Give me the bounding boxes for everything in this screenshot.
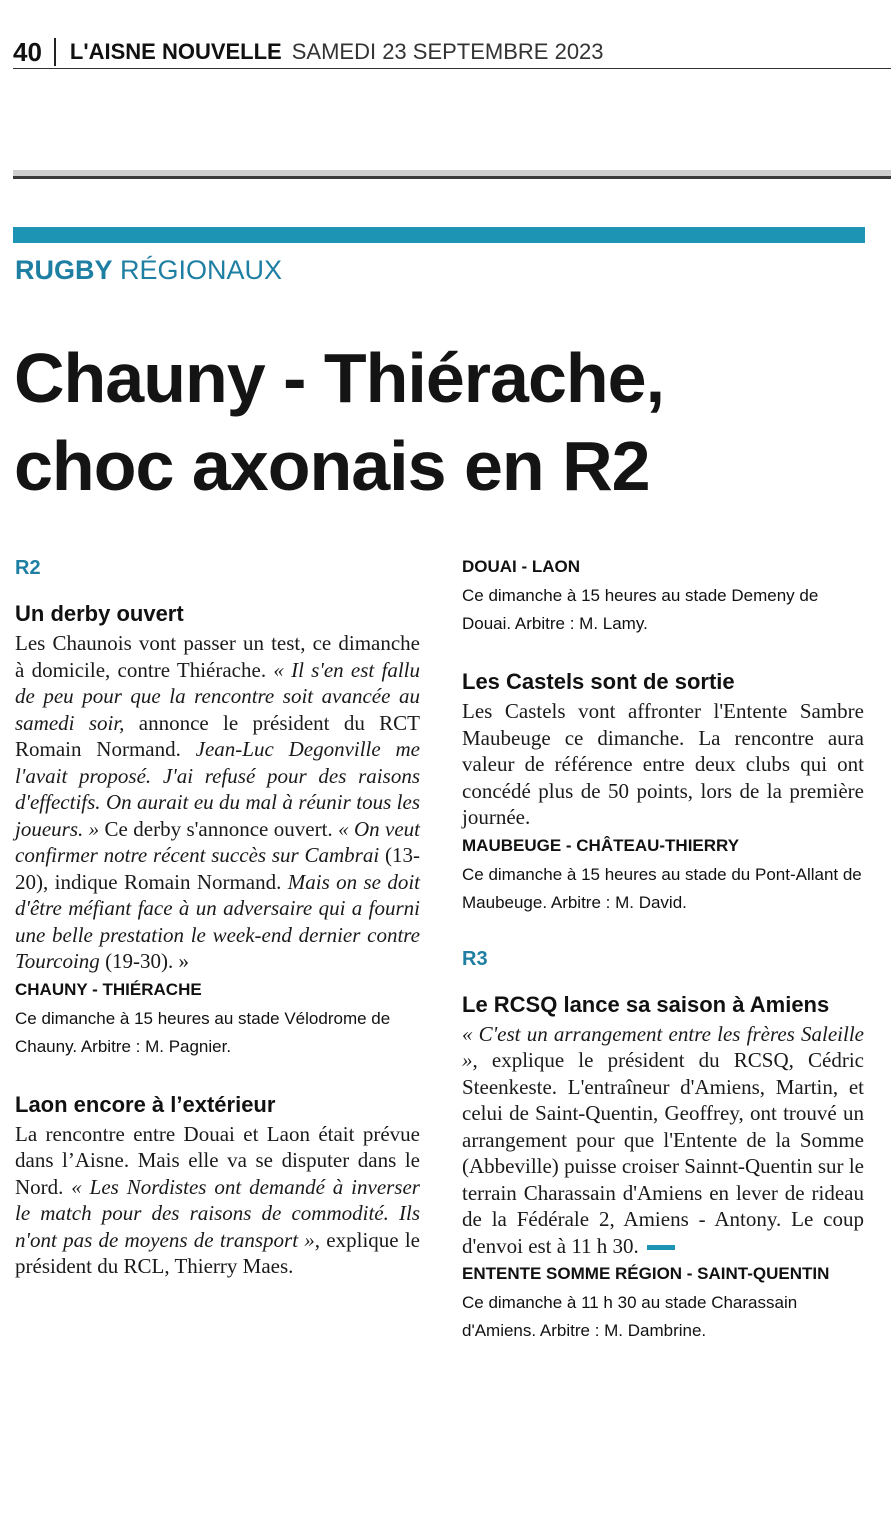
article-title-rcsq: Le RCSQ lance sa saison à Amiens [462, 991, 830, 1017]
article-body-laon [15, 1121, 420, 1280]
text-run: , explique le président du RCL, Thierry Maes. [15, 1227, 421, 1278]
rubric-sport: RUGBY [15, 255, 113, 285]
fixture-chauny-thierache: CHAUNY - THIÉRACHE [15, 979, 202, 999]
fixture-info-chauny: Ce dimanche à 15 heures au stade Vélodrome de Chauny. Arbitre : M. Pagnier. [15, 1008, 391, 1056]
rubric-category: RÉGIONAUX [120, 255, 283, 285]
left-column [15, 548, 420, 1280]
section-tag-r3: R3 [462, 947, 488, 970]
end-mark [647, 1245, 675, 1250]
headline-line-1: Chauny - Thiérache, [14, 339, 665, 417]
text-run: annonce le président du RCT Romain Normand. [15, 710, 420, 761]
divider-dark [13, 176, 891, 179]
quote-run: « C'est un arrangement entre les frères Saleille » [462, 1021, 864, 1072]
article-title-derby: Un derby ouvert [15, 601, 184, 626]
quote-run: Jean-Luc Degonville me l'avait proposé. J'ai refusé pour des raisons d'effectifs. On aurait eu du mal à réunir tous les joueurs. » [15, 737, 420, 841]
headline-line-2: choc axonais en R2 [14, 427, 650, 505]
quote-run: Mais on se doit d'être méfiant face à un adversaire qui a fourni une belle prestation le week-end dernier contre Tourcoing [15, 869, 420, 973]
text-run: , explique le président du RCSQ, Cédric Steenkeste. L'entraîneur d'Amiens, Martin, et celui de Saint-Quentin, Geoffrey, ont trouvé un arrangement pour que l'Entente de la Somme (Abbeville) puisse croiser Sainnt-Quentin sur le terrain Charassain d'Amiens en lever de rideau de la Fédérale 2, Amiens - Antony. Le coup d'envoi est à 11 h 30. [462, 1048, 864, 1258]
text-run: La rencontre entre Douai et Laon était prévue dans l’Aisne. Mais elle va se disputer dans le Nord. [15, 1121, 420, 1199]
section-bar [13, 227, 865, 243]
text-run: (13-20), indique Romain Normand. [15, 843, 420, 894]
newspaper-name: L'AISNE NOUVELLE [69, 39, 282, 64]
fixture-douai-laon: DOUAI - LAON [462, 557, 581, 576]
text-run: Les Chaunois vont passer un test, ce dimanche à domicile, contre Thiérache. [15, 631, 420, 682]
headline [14, 334, 874, 510]
fixture-somme-saint-quentin: ENTENTE SOMME RÉGION - SAINT-QUENTIN [462, 1264, 830, 1283]
text-run: Ce derby s'annonce ouvert. [99, 816, 339, 841]
article-title-castels: Les Castels sont de sortie [462, 669, 735, 694]
rubric [15, 255, 282, 286]
article-body-derby [15, 630, 420, 975]
fixture-info-amiens: Ce dimanche à 11 h 30 au stade Charassain d'Amiens. Arbitre : M. Dambrine. [462, 1293, 798, 1340]
right-column [462, 548, 864, 1345]
article-body-castels: Les Castels vont affronter l'Entente Sambre Maubeuge ce dimanche. La rencontre aura valeur de référence entre deux clubs qui ont concédé plus de 50 points, lors de la première journée. [462, 699, 864, 829]
article-title-laon: Laon encore à l’extérieur [15, 1091, 276, 1117]
article-body-rcsq [462, 1021, 864, 1260]
quote-run: « Les Nordistes ont demandé à inverser le match pour des raisons de commodité. Ils n'ont pas de moyens de transport » [15, 1174, 420, 1252]
issue-date: SAMEDI 23 SEPTEMBRE 2023 [291, 39, 604, 64]
fixture-maubeuge-chateau-thierry: MAUBEUGE - CHÂTEAU-THIERRY [462, 835, 740, 855]
page-number: 40 [13, 38, 56, 66]
fixture-info-maubeuge: Ce dimanche à 15 heures au stade du Pont-Allant de Maubeuge. Arbitre : M. David. [462, 864, 862, 912]
text-run: (19-30). » [99, 949, 190, 973]
quote-run: « On veut confirmer notre récent succès sur Cambrai [15, 816, 420, 867]
masthead [13, 36, 891, 69]
section-tag-r2: R2 [15, 557, 41, 579]
fixture-info-douai: Ce dimanche à 15 heures au stade Demeny de Douai. Arbitre : M. Lamy. [462, 586, 819, 633]
quote-run: « Il s'en est fallu de peu pour que la rencontre soit avancée au samedi soir, [15, 657, 420, 735]
